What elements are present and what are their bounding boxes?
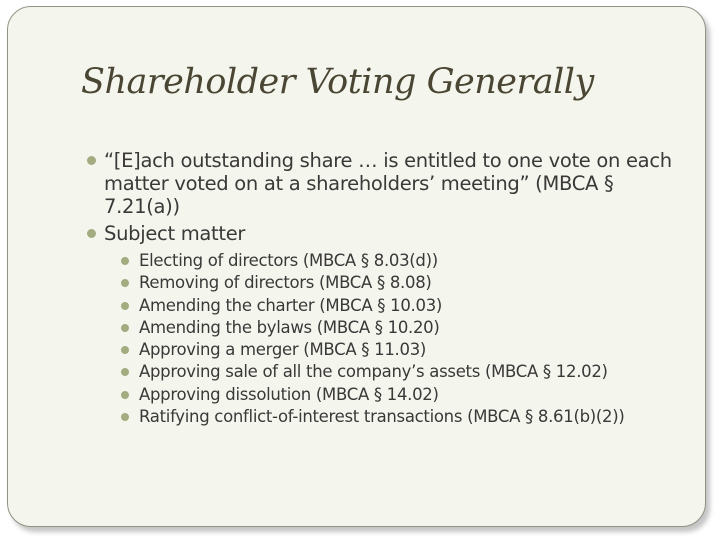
sub-bullet-dot-icon	[121, 324, 129, 332]
sub-bullet-text: Removing of directors (MBCA § 8.08)	[139, 273, 432, 293]
sub-bullet-item	[121, 272, 687, 294]
bullet-dot-icon	[87, 156, 96, 165]
sub-bullet-item	[121, 406, 687, 428]
bullet-list	[87, 149, 687, 428]
slide-body	[87, 149, 687, 428]
sub-bullet-text: Amending the bylaws (MBCA § 10.20)	[139, 317, 440, 337]
sub-bullet-text: Ratifying conflict-of-interest transactions (MBCA § 8.61(b)(2))	[139, 407, 625, 427]
sub-bullet-item	[121, 384, 687, 406]
sub-bullet-text: Amending the charter (MBCA § 10.03)	[139, 295, 443, 315]
sub-bullet-item	[121, 250, 687, 272]
sub-bullet-dot-icon	[121, 257, 129, 265]
bullet-dot-icon	[87, 229, 96, 238]
sub-bullet-text: Approving a merger (MBCA § 11.03)	[139, 340, 427, 360]
sub-bullet-text: Electing of directors (MBCA § 8.03(d))	[139, 251, 438, 270]
sub-bullet-item	[121, 339, 687, 361]
sub-bullet-list	[121, 250, 687, 428]
sub-bullet-dot-icon	[121, 368, 129, 376]
sub-bullet-dot-icon	[121, 279, 129, 287]
sub-bullet-item	[121, 295, 687, 317]
sub-bullet-text: Approving sale of all the company’s assets (MBCA § 12.02)	[139, 362, 608, 382]
sub-bullet-dot-icon	[121, 413, 129, 421]
slide-title: Shareholder Voting Generally	[81, 62, 594, 102]
bullet-text: “[E]ach outstanding share … is entitled to one vote on each matter voted on at a shareholders’ meeting” (MBCA § 7.21(a))	[104, 149, 672, 218]
sub-bullet-dot-icon	[121, 391, 129, 399]
sub-bullet-item	[121, 361, 687, 383]
sub-bullet-dot-icon	[121, 302, 129, 310]
bullet-text: Subject matter	[104, 222, 246, 245]
bullet-item-quote	[87, 149, 687, 218]
bullet-item-subject-matter	[87, 222, 687, 428]
sub-bullet-text: Approving dissolution (MBCA § 14.02)	[139, 384, 439, 404]
sub-bullet-dot-icon	[121, 346, 129, 354]
sub-bullet-item	[121, 317, 687, 339]
